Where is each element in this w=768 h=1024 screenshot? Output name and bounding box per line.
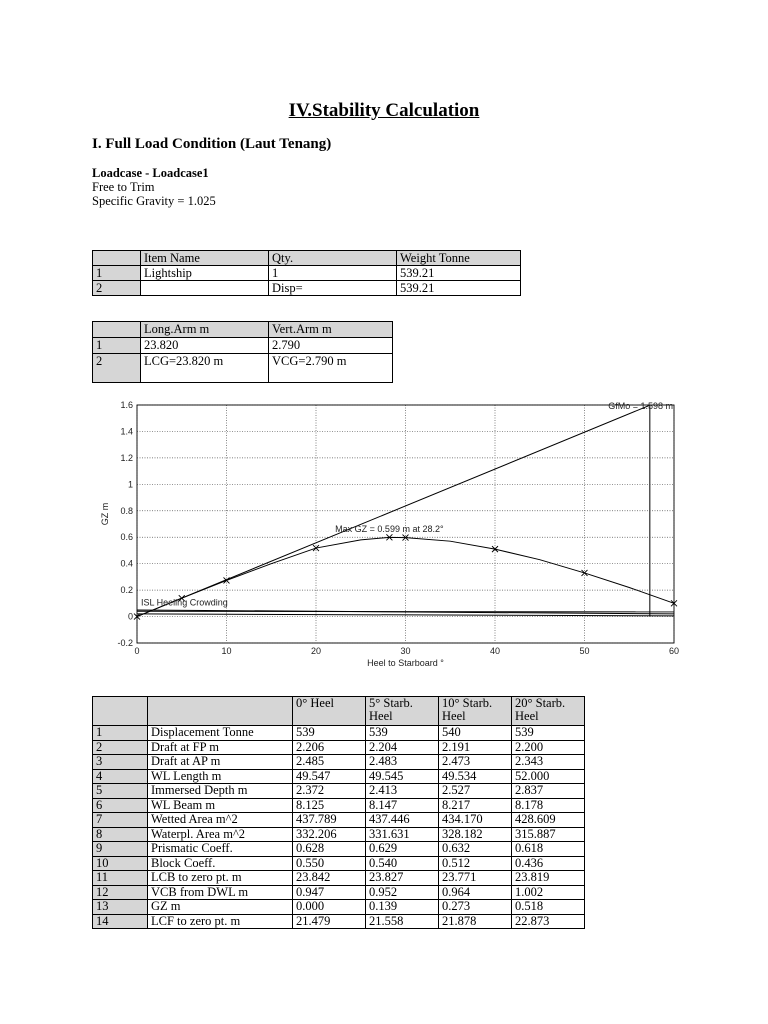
table-cell: 2.527	[439, 784, 512, 799]
row-index: 9	[93, 842, 148, 857]
header-cell	[148, 697, 293, 726]
table-cell: 23.819	[512, 871, 585, 886]
table-cell: 23.820	[141, 338, 269, 354]
x-tick-label: 40	[489, 646, 501, 656]
row-index: 11	[93, 871, 148, 886]
table-row	[93, 871, 585, 886]
header-cell	[93, 697, 148, 726]
table-cell: 1.002	[512, 885, 585, 900]
table-cell: Waterpl. Area m^2	[148, 827, 293, 842]
header-cell: Qty.	[269, 251, 397, 266]
table-cell: 8.217	[439, 798, 512, 813]
table-row	[93, 755, 585, 770]
y-tick-label: 1.6	[120, 400, 133, 410]
row-index: 8	[93, 827, 148, 842]
table-row	[93, 740, 585, 755]
table-cell: 2.485	[293, 755, 366, 770]
header-cell: 10° Starb. Heel	[439, 697, 512, 726]
table-cell: WL Length m	[148, 769, 293, 784]
table-cell: 2.372	[293, 784, 366, 799]
y-tick-label: 1	[127, 479, 133, 490]
table-cell: Prismatic Coeff.	[148, 842, 293, 857]
table-cell: 0.139	[366, 900, 439, 915]
table-row	[93, 266, 521, 281]
y-tick-label: 0.2	[120, 585, 133, 596]
table-row	[93, 914, 585, 929]
table-cell: 315.887	[512, 827, 585, 842]
table-cell: 8.125	[293, 798, 366, 813]
y-tick-label: 1.4	[120, 426, 133, 437]
table-cell: 0.632	[439, 842, 512, 857]
table-row	[93, 842, 585, 857]
table-cell: 0.000	[293, 900, 366, 915]
table-row	[93, 726, 585, 741]
gz-chart	[92, 396, 682, 668]
max-gz-annotation: Max GZ = 0.599 m at 28.2°	[335, 524, 444, 535]
table-cell: Wetted Area m^2	[148, 813, 293, 828]
table-cell: 0.628	[293, 842, 366, 857]
table-row	[93, 354, 393, 383]
table-cell: 331.631	[366, 827, 439, 842]
table-cell: 0.952	[366, 885, 439, 900]
table-cell: 21.558	[366, 914, 439, 929]
table-cell: 8.178	[512, 798, 585, 813]
header-cell: 5° Starb. Heel	[366, 697, 439, 726]
table-cell: 539.21	[397, 281, 521, 296]
y-tick-label: 0.6	[120, 532, 133, 543]
row-index: 7	[93, 813, 148, 828]
header-cell	[93, 322, 141, 338]
table-cell: LCB to zero pt. m	[148, 871, 293, 886]
table-cell: 437.789	[293, 813, 366, 828]
table-cell: Immersed Depth m	[148, 784, 293, 799]
table-cell: 0.436	[512, 856, 585, 871]
table-cell: 2.413	[366, 784, 439, 799]
table-cell: LCG=23.820 m	[141, 354, 269, 383]
table-row	[93, 281, 521, 296]
table-cell: 328.182	[439, 827, 512, 842]
loadcase-gravity: Specific Gravity = 1.025	[92, 194, 216, 208]
header-cell: Weight Tonne	[397, 251, 521, 266]
heeling-lines-annotation: ISL Heeling Crowding	[141, 597, 228, 608]
loadcase-info	[92, 166, 216, 208]
table-cell: 23.771	[439, 871, 512, 886]
table-cell: 0.964	[439, 885, 512, 900]
chart-labels	[100, 400, 679, 668]
table-cell: 2.200	[512, 740, 585, 755]
table-cell: 0.512	[439, 856, 512, 871]
table-cell: 23.827	[366, 871, 439, 886]
table-cell: 49.547	[293, 769, 366, 784]
heeling-arm-line	[137, 611, 674, 612]
y-tick-label: 0.8	[120, 505, 133, 516]
table-cell: 0.518	[512, 900, 585, 915]
table-cell: VCG=2.790 m	[269, 354, 393, 383]
table-cell: 8.147	[366, 798, 439, 813]
table-cell: 23.842	[293, 871, 366, 886]
table-cell: 539	[512, 726, 585, 741]
row-index: 6	[93, 798, 148, 813]
table-cell: 2.204	[366, 740, 439, 755]
table-cell: 49.545	[366, 769, 439, 784]
row-index: 14	[93, 914, 148, 929]
table-cell	[141, 281, 269, 296]
row-index: 1	[93, 726, 148, 741]
table-cell: 49.534	[439, 769, 512, 784]
table-cell: Disp=	[269, 281, 397, 296]
header-cell: 20° Starb. Heel	[512, 697, 585, 726]
table-cell: 332.206	[293, 827, 366, 842]
table-cell: 21.479	[293, 914, 366, 929]
table-cell: 52.000	[512, 769, 585, 784]
row-index: 3	[93, 755, 148, 770]
table-cell: Draft at AP m	[148, 755, 293, 770]
row-index: 2	[93, 740, 148, 755]
hydrostatics-table	[92, 696, 585, 929]
table-cell: Lightship	[141, 266, 269, 281]
table-cell: 539.21	[397, 266, 521, 281]
table-header-row	[93, 322, 393, 338]
row-index: 1	[93, 266, 141, 281]
header-cell: Item Name	[141, 251, 269, 266]
table-cell: 1	[269, 266, 397, 281]
x-tick-label: 30	[400, 646, 411, 656]
table-cell: 539	[366, 726, 439, 741]
row-index: 4	[93, 769, 148, 784]
table-cell: LCF to zero pt. m	[148, 914, 293, 929]
y-tick-label: 0.4	[120, 558, 133, 569]
table-cell: 2.206	[293, 740, 366, 755]
table-row	[93, 900, 585, 915]
row-index: 1	[93, 338, 141, 354]
header-cell: Long.Arm m	[141, 322, 269, 338]
table-cell: VCB from DWL m	[148, 885, 293, 900]
table-cell: 2.837	[512, 784, 585, 799]
x-tick-label: 20	[310, 646, 322, 656]
row-index: 12	[93, 885, 148, 900]
y-tick-label: 1.2	[120, 452, 133, 463]
header-cell: 0° Heel	[293, 697, 366, 726]
table-cell: 434.170	[439, 813, 512, 828]
table-row	[93, 885, 585, 900]
table-row	[93, 338, 393, 354]
arm-table	[92, 321, 393, 383]
loadcase-name: Loadcase - Loadcase1	[92, 166, 209, 180]
table-cell: 2.191	[439, 740, 512, 755]
x-tick-label: 60	[668, 646, 680, 656]
table-cell: WL Beam m	[148, 798, 293, 813]
table-cell: 21.878	[439, 914, 512, 929]
row-index: 13	[93, 900, 148, 915]
table-row	[93, 827, 585, 842]
table-cell: 2.473	[439, 755, 512, 770]
table-cell: Draft at FP m	[148, 740, 293, 755]
gfmo-annotation: GfMo = 1.598 m	[608, 400, 673, 411]
header-cell: Vert.Arm m	[269, 322, 393, 338]
table-cell: 437.446	[366, 813, 439, 828]
table-cell: 0.947	[293, 885, 366, 900]
x-tick-label: 0	[134, 646, 140, 656]
table-row	[93, 856, 585, 871]
y-tick-label: -0.2	[117, 638, 133, 648]
x-tick-label: 50	[579, 646, 590, 656]
table-cell: 2.343	[512, 755, 585, 770]
weight-table	[92, 250, 521, 296]
table-row	[93, 784, 585, 799]
y-tick-label: 0	[127, 611, 133, 622]
table-cell: 0.629	[366, 842, 439, 857]
header-cell	[93, 251, 141, 266]
table-cell: 540	[439, 726, 512, 741]
table-cell: 2.790	[269, 338, 393, 354]
y-axis-label: GZ m	[100, 502, 110, 526]
page-title: IV.Stability Calculation	[288, 100, 480, 121]
row-index: 10	[93, 856, 148, 871]
table-cell: 428.609	[512, 813, 585, 828]
table-row	[93, 813, 585, 828]
section-title: I. Full Load Condition (Laut Tenang)	[92, 136, 332, 152]
table-cell: 0.618	[512, 842, 585, 857]
table-cell: 2.483	[366, 755, 439, 770]
table-cell: Displacement Tonne	[148, 726, 293, 741]
table-cell: 0.273	[439, 900, 512, 915]
table-header-row	[93, 697, 585, 726]
row-index: 2	[93, 354, 141, 383]
x-axis-label: Heel to Starboard °	[367, 658, 444, 668]
row-index: 2	[93, 281, 141, 296]
table-cell: 539	[293, 726, 366, 741]
table-cell: Block Coeff.	[148, 856, 293, 871]
table-row	[93, 798, 585, 813]
table-row	[93, 769, 585, 784]
table-cell: 0.550	[293, 856, 366, 871]
table-cell: 0.540	[366, 856, 439, 871]
table-cell: 22.873	[512, 914, 585, 929]
table-cell: GZ m	[148, 900, 293, 915]
x-tick-label: 10	[221, 646, 232, 656]
loadcase-trim: Free to Trim	[92, 180, 155, 194]
row-index: 5	[93, 784, 148, 799]
table-header-row	[93, 251, 521, 266]
